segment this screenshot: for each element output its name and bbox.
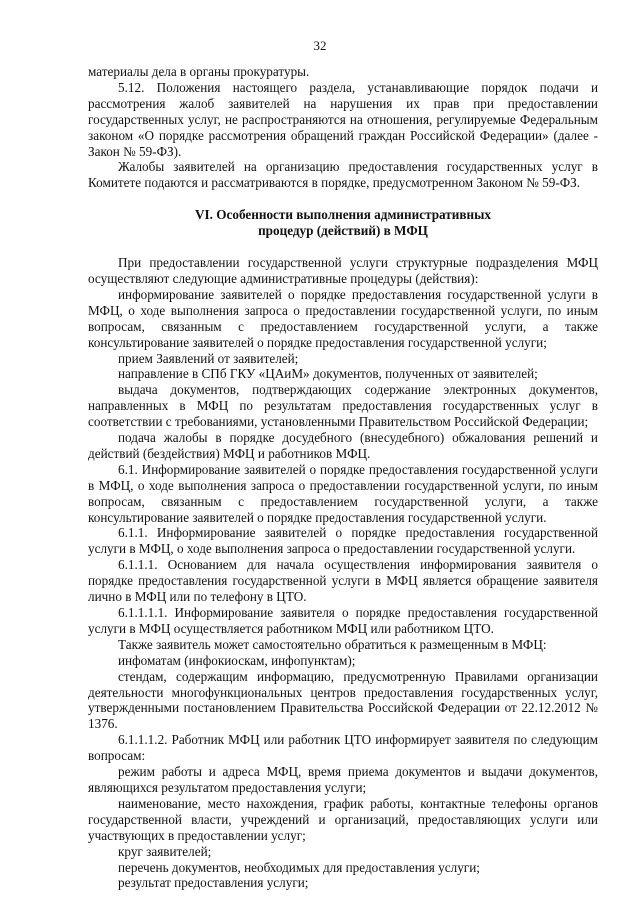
paragraph: стендам, содержащим информацию, предусмотренную Правилами организации деятельности многофункциональных центров предоставления государственных услуг, утвержденными постановлением Правительства Российской Федерации от 22.12.2012 № 1376. xyxy=(88,668,598,732)
section-heading-line: VI. Особенности выполнения административных xyxy=(195,207,491,223)
paragraph: круг заявителей; xyxy=(118,843,212,859)
paragraph: 5.12. Положения настоящего раздела, устанавливающие порядок подачи и рассмотрения жалоб заявителей на нарушения их прав при предоставлении государственных услуг, не распространяются на отношения, регулируемые Федеральным законом «О порядке рассмотрения обращений граждан Российской Федерации» (далее - Закон № 59-ФЗ). xyxy=(88,79,598,159)
paragraph: инфоматам (инфокиоскам, инфопунктам); xyxy=(118,652,356,668)
paragraph: Также заявитель может самостоятельно обратиться к размещенным в МФЦ: xyxy=(118,636,547,652)
section-heading-line: процедур (действий) в МФЦ xyxy=(258,223,428,239)
paragraph: 6.1.1.1. Основанием для начала осуществления информирования заявителя о порядке предоставления государственной услуги в МФЦ является обращение заявителя лично в МФЦ или по телефону в ЦТО. xyxy=(88,557,598,605)
paragraph: материалы дела в органы прокуратуры. xyxy=(88,64,310,79)
paragraph: направление в СПб ГКУ «ЦАиМ» документов, полученных от заявителей; xyxy=(118,366,538,382)
section-heading xyxy=(88,207,598,239)
page-number: 32 xyxy=(313,38,327,53)
paragraph: наименование, место нахождения, график работы, контактные телефоны органов государственной власти, учреждений и организаций, предоставляющих услуги или участвующих в предоставлении услуг; xyxy=(88,795,598,843)
paragraph: подача жалобы в порядке досудебного (внесудебного) обжалования решений и действий (бездействия) МФЦ и работников МФЦ. xyxy=(88,430,598,461)
paragraph: 6.1.1.1.2. Работник МФЦ или работник ЦТО информирует заявителя по следующим вопросам: xyxy=(88,732,598,764)
paragraph: прием Заявлений от заявителей; xyxy=(118,350,299,366)
paragraph: перечень документов, необходимых для предоставления услуги; xyxy=(118,859,480,875)
paragraph: 6.1.1.1.1. Информирование заявителя о порядке предоставления государственной услуги в МФЦ осуществляется работником МФЦ или работником ЦТО. xyxy=(88,605,598,636)
paragraph: выдача документов, подтверждающих содержание электронных документов, направленных в МФЦ по результатам предоставления государственных услуг в соответствии с требованиями, установленными Правительством Российской Федерации; xyxy=(88,382,598,430)
paragraph: 6.1. Информирование заявителей о порядке предоставления государственной услуги в МФЦ, о ходе выполнения запроса о предоставлении государственной услуги, по иным вопросам, связанным с предоставлением государственной услуги, а также консультирование заявителей о порядке предоставления государственной услуги. xyxy=(88,461,598,525)
paragraph: При предоставлении государственной услуги структурные подразделения МФЦ осуществляют следующие административные процедуры (действия): xyxy=(88,255,598,286)
paragraph: информирование заявителей о порядке предоставления государственной услуги в МФЦ, о ходе выполнения запроса о предоставлении государственной услуги, по иным вопросам, связанным с предоставлением государственной услуги, а также консультирование заявителей о порядке предоставления государственной услуги; xyxy=(88,286,598,350)
paragraph: 6.1.1. Информирование заявителей о порядке предоставления государственной услуги в МФЦ, о ходе выполнения запроса о предоставлении государственной услуги. xyxy=(88,525,598,557)
paragraph: результат предоставления услуги; xyxy=(118,875,309,891)
document-body xyxy=(88,64,598,891)
paragraph: режим работы и адреса МФЦ, время приема документов и выдачи документов, являющихся результатом предоставления услуги; xyxy=(88,764,598,795)
paragraph: Жалобы заявителей на организацию предоставления государственных услуг в Комитете подаются и рассматриваются в порядке, предусмотренном Законом № 59-ФЗ. xyxy=(88,159,598,191)
